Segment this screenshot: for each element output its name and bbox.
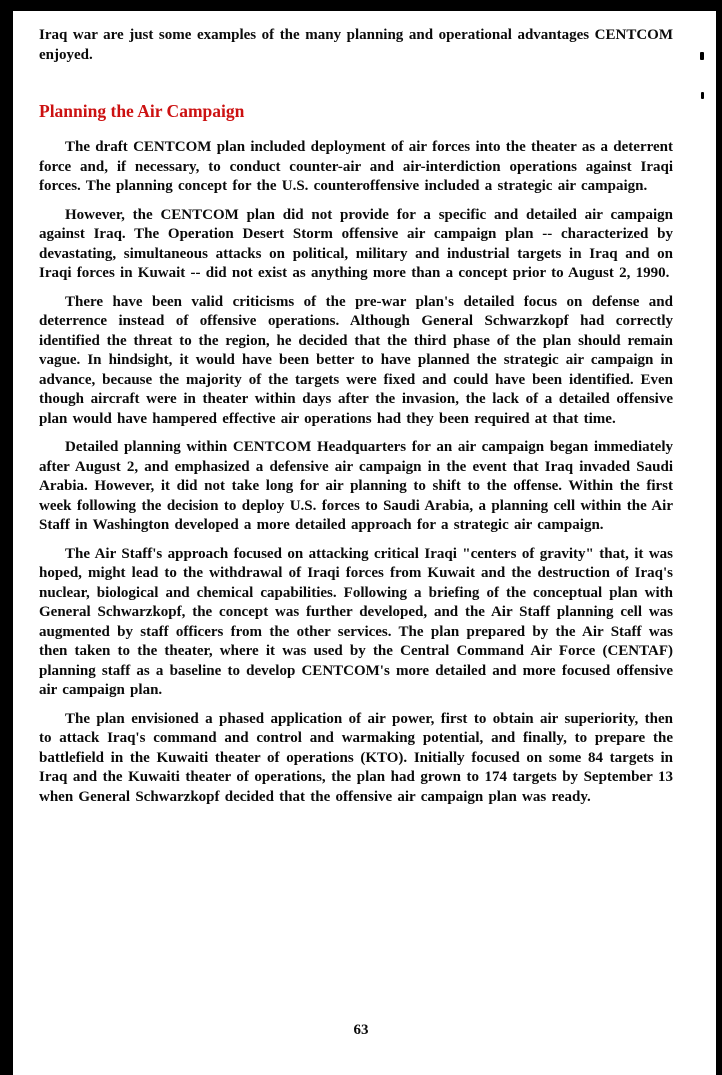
scan-border-right	[716, 0, 722, 1075]
scan-artifact-speck	[701, 92, 704, 99]
scan-border-left	[0, 0, 13, 1075]
body-paragraph-2: However, the CENTCOM plan did not provide for a specific and detailed air campaign against Iraq. The Operation Desert Storm offensive air campaign plan -- characterized by devastating, simultaneous attacks on political, military and industrial targets in Iraq and on Iraqi forces in Kuwait -- did not exist as anything more than a concept prior to August 2, 1990.	[39, 206, 673, 281]
scan-border-top	[0, 0, 722, 11]
intro-paragraph: Iraq war are just some examples of the many planning and operational advantages CENTCOM enjoyed.	[39, 27, 673, 63]
scan-artifact-speck	[700, 52, 704, 60]
body-paragraph-5: The Air Staff's approach focused on attacking critical Iraqi "centers of gravity" that, it was hoped, might lead to the withdrawal of Iraqi forces from Kuwait and the destruction of Iraq's nuclear, biological and chemical capabilities. Following a briefing of the conceptual plan with General Schwarzkopf, the concept was further developed, and the Air Staff planning cell was augmented by staff officers from the other services. The plan prepared by the Air Staff was then taken to the theater, where it was used by the Central Command Air Force (CENTAF) planning staff as a baseline to develop CENTCOM's more detailed and more focused offensive air campaign plan.	[39, 545, 673, 698]
body-paragraph-6: The plan envisioned a phased application of air power, first to obtain air superiority, then to attack Iraq's command and control and warmaking potential, and finally, to prepare the battlefield in the Kuwaiti theater of operations (KTO). Initially focused on some 84 targets in Iraq and the Kuwaiti theater of operations, the plan had grown to 174 targets by September 13 when General Schwarzkopf decided that the offensive air campaign plan was ready.	[39, 710, 673, 805]
page-number: 63	[353, 1022, 369, 1038]
body-paragraph-4: Detailed planning within CENTCOM Headquarters for an air campaign began immediately after August 2, and emphasized a defensive air campaign in the event that Iraq invaded Saudi Arabia. However, it did not take long for air planning to shift to the offense. Within the first week following the decision to deploy U.S. forces to Saudi Arabia, a planning cell within the Air Staff in Washington developed a more detailed approach for a strategic air campaign.	[39, 439, 673, 533]
body-paragraph-1: The draft CENTCOM plan included deployment of air forces into the theater as a deterrent force and, if necessary, to conduct counter-air and air-interdiction operations against Iraqi forces. The planning concept for the U.S. counteroffensive included a strategic air campaign.	[39, 139, 673, 194]
body-paragraph-3: There have been valid criticisms of the pre-war plan's detailed focus on defense and deterrence instead of offensive operations. Although General Schwarzkopf had correctly identified the threat to the region, he decided that the third phase of the plan should remain vague. In hindsight, it would have been better to have planned the strategic air campaign in advance, because the majority of the targets were fixed and could have been identified. Even though aircraft were in theater within days after the invasion, the lack of a detailed offensive plan would have hampered effective air operations had they been required at that time.	[39, 293, 673, 427]
section-heading: Planning the Air Campaign	[39, 101, 245, 121]
page-content	[39, 26, 673, 816]
